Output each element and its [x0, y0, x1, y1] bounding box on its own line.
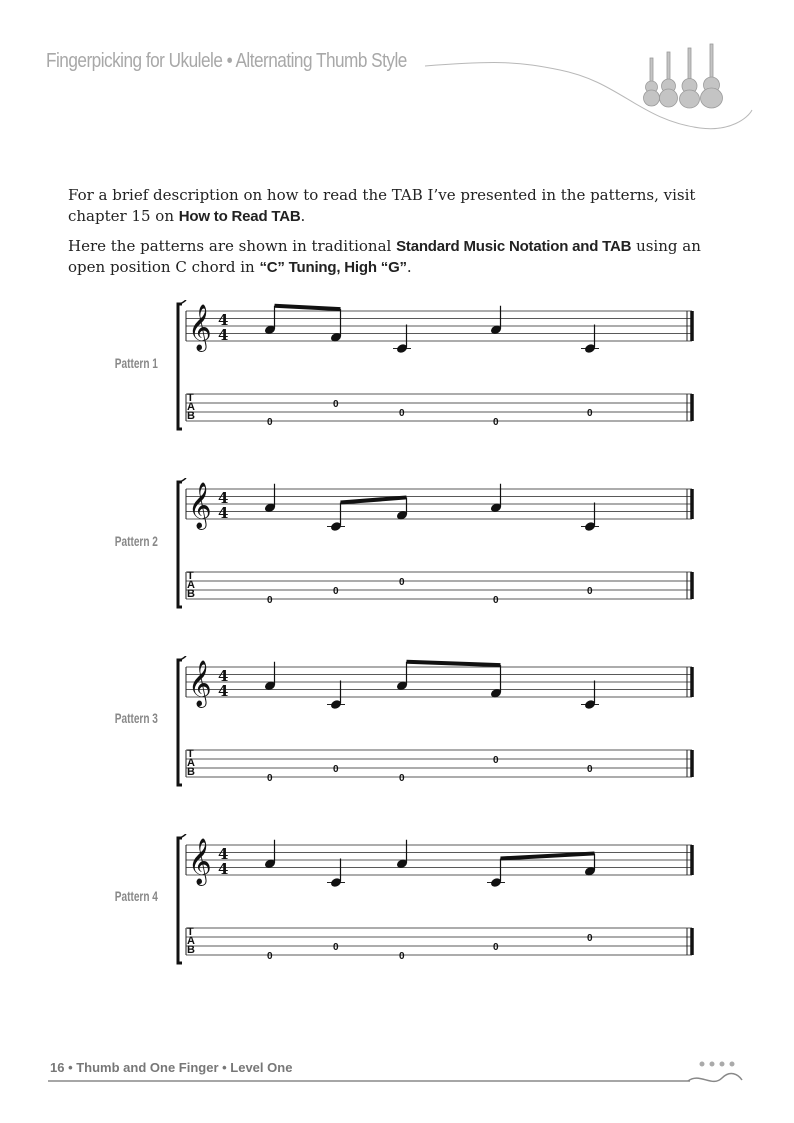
intro-paragraph: [68, 185, 728, 227]
pattern-label-4: Pattern 4: [114, 888, 158, 904]
notation-bold: Standard Music Notation and TAB: [396, 238, 632, 255]
tab-clef-letter: T: [187, 392, 194, 404]
tab-fret-number: 0: [267, 417, 273, 428]
pattern-system-2: [170, 478, 700, 613]
page-footer: 16 • Thumb and One Finger • Level One: [50, 1060, 293, 1075]
running-header: Fingerpicking for Ukulele • Alternating Thumb Style: [46, 50, 407, 72]
pattern-label-3: Pattern 3: [114, 710, 158, 726]
tab-clef-letter: T: [187, 748, 194, 760]
system-bracket: [178, 304, 182, 429]
tab-fret-number: 0: [587, 764, 593, 775]
header-decoration: [0, 0, 794, 160]
treble-clef-icon: 𝄞: [188, 482, 212, 529]
tab-fret-number: 0: [399, 577, 405, 588]
pattern-label-1: Pattern 1: [114, 355, 158, 371]
ukulele-group-icon: [644, 44, 723, 108]
tab-clef-letter: A: [187, 935, 195, 947]
pattern-label-2: Pattern 2: [114, 533, 158, 549]
intro-text: For a brief description on how to read the TAB I’ve presented in the patterns, visit chapter 15 on: [68, 186, 696, 225]
tab-clef-letter: A: [187, 757, 195, 769]
eighth-beam: [407, 662, 501, 665]
eighth-beam: [501, 853, 595, 858]
time-signature-top: 4: [218, 667, 229, 685]
notation-end: .: [406, 258, 412, 276]
treble-clef-icon: 𝄞: [188, 838, 212, 885]
tab-clef-letter: A: [187, 401, 195, 413]
tab-fret-number: 0: [493, 755, 499, 766]
tab-fret-number: 0: [267, 773, 273, 784]
tab-fret-number: 0: [267, 595, 273, 606]
system-bracket: [178, 660, 182, 785]
tab-fret-number: 0: [587, 586, 593, 597]
tab-clef-letter: B: [187, 588, 195, 600]
bracket-top-hook: [180, 300, 186, 304]
treble-clef-icon: 𝄞: [188, 304, 212, 351]
time-signature-top: 4: [218, 845, 229, 863]
tab-fret-number: 0: [587, 408, 593, 419]
notation-paragraph: [68, 236, 728, 278]
tab-clef-letter: T: [187, 570, 194, 582]
tab-fret-number: 0: [399, 773, 405, 784]
treble-clef-icon: 𝄞: [188, 660, 212, 707]
pattern-system-4: [170, 834, 700, 969]
tab-fret-number: 0: [333, 399, 339, 410]
tab-clef-letter: B: [187, 410, 195, 422]
tab-chapter-link: How to Read TAB: [178, 208, 301, 225]
notation-middle: using an open position C chord in: [68, 237, 701, 276]
pattern-system-3: [170, 656, 700, 791]
tab-clef-letter: B: [187, 766, 195, 778]
system-bracket: [178, 482, 182, 607]
system-bracket: [178, 838, 182, 963]
bracket-top-hook: [180, 478, 186, 482]
eighth-beam: [341, 497, 407, 502]
intro-end: .: [300, 207, 306, 225]
tab-fret-number: 0: [267, 951, 273, 962]
wave-dots-icon: [688, 1062, 742, 1082]
bracket-top-hook: [180, 656, 186, 660]
tab-fret-number: 0: [399, 951, 405, 962]
tab-clef-letter: B: [187, 944, 195, 956]
tab-fret-number: 0: [587, 933, 593, 944]
tab-fret-number: 0: [493, 417, 499, 428]
time-signature-bottom: 4: [218, 682, 229, 700]
tab-clef-letter: T: [187, 926, 194, 938]
tab-fret-number: 0: [333, 764, 339, 775]
eighth-beam: [275, 306, 341, 309]
pattern-system-1: [170, 300, 700, 435]
tuning-bold: “C” Tuning, High “G”: [259, 259, 407, 276]
notation-text: Here the patterns are shown in traditional: [68, 237, 397, 255]
tab-fret-number: 0: [399, 408, 405, 419]
time-signature-bottom: 4: [218, 326, 229, 344]
tab-fret-number: 0: [493, 595, 499, 606]
tab-clef-letter: A: [187, 579, 195, 591]
time-signature-bottom: 4: [218, 860, 229, 878]
tab-fret-number: 0: [493, 942, 499, 953]
time-signature-bottom: 4: [218, 504, 229, 522]
time-signature-top: 4: [218, 311, 229, 329]
time-signature-top: 4: [218, 489, 229, 507]
bracket-top-hook: [180, 834, 186, 838]
tab-fret-number: 0: [333, 942, 339, 953]
tab-fret-number: 0: [333, 586, 339, 597]
